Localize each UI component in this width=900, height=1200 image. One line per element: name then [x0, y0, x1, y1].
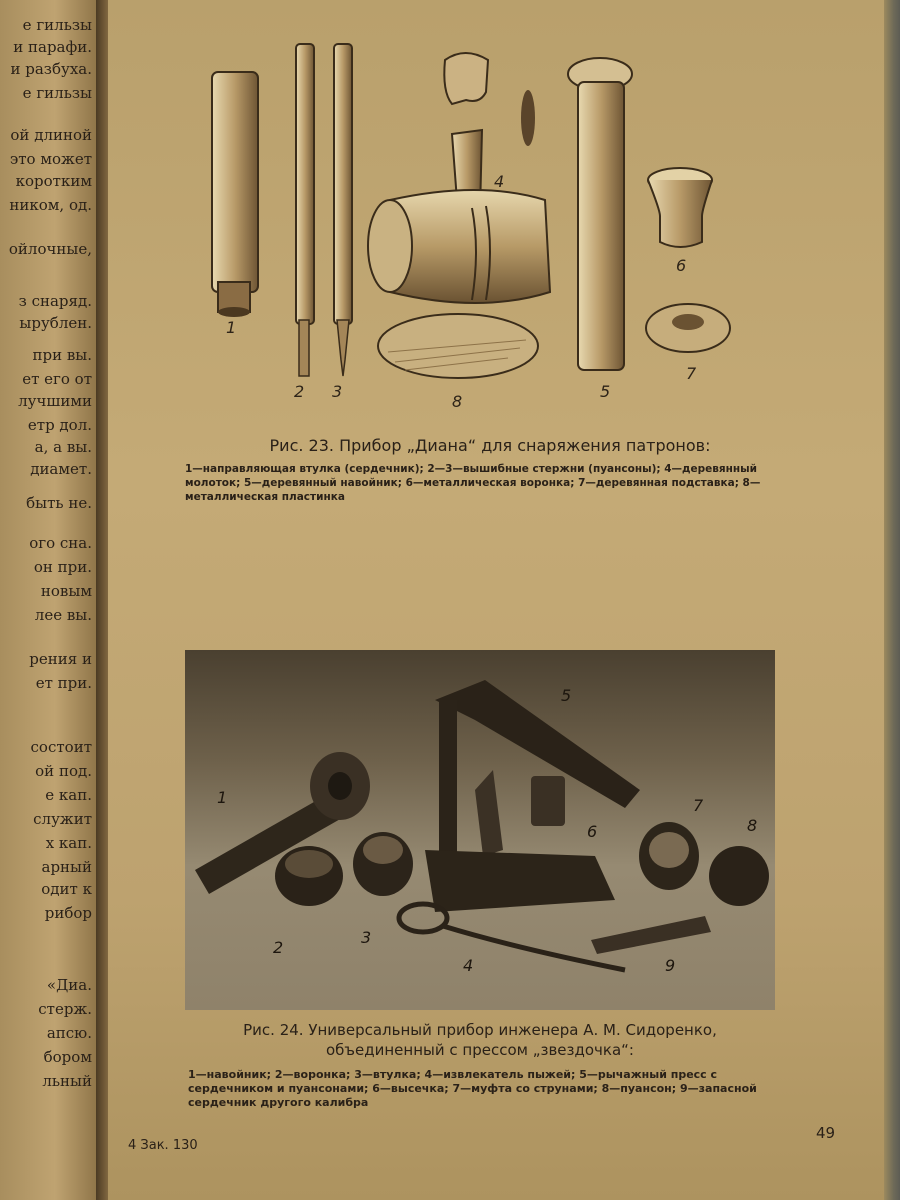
- item-plate: [378, 314, 538, 378]
- facing-page-line: рения и: [29, 650, 92, 668]
- facing-page-line: это может: [9, 150, 92, 168]
- item-rods: [296, 44, 352, 376]
- label-item-7: 7: [686, 364, 697, 383]
- photo-item-extractor: [399, 904, 625, 970]
- figure-24-caption-text: 1—навойник; 2—воронка; 3—втулка; 4—извлекатель пыжей; 5—рычажный пресс с сердечником и пуансонами; 6—высечка; 7—муфта со струнами; 8—пуансон; 9—запасной сердечник другого калибра: [188, 1068, 757, 1109]
- facing-page-line: лее вы.: [34, 606, 92, 624]
- facing-page-line: ет при.: [35, 674, 92, 692]
- facing-page-line: новым: [40, 582, 92, 600]
- facing-page: [0, 0, 100, 1200]
- facing-page-line: е гильзы: [22, 84, 92, 102]
- facing-page-line: апсю.: [46, 1024, 92, 1042]
- facing-page-line: диамет.: [30, 460, 92, 478]
- photo-label-8: 8: [747, 816, 758, 835]
- photo-label-3: 3: [361, 928, 372, 947]
- facing-page-line: ет его от: [22, 370, 92, 388]
- facing-page-line: ого сна.: [29, 534, 92, 552]
- facing-page-line: коротким: [15, 172, 92, 190]
- facing-page-line: быть не.: [26, 494, 92, 512]
- label-item-2: 2: [294, 382, 305, 401]
- photo-item-press: [425, 680, 640, 912]
- figure-24-caption-line-1: Рис. 24. Универсальный прибор инженера А. М. Сидоренко,: [243, 1021, 717, 1039]
- facing-page-line: лучшими: [18, 392, 92, 410]
- facing-page-line: з снаряд.: [18, 292, 92, 310]
- facing-page-line: ырублен.: [19, 314, 92, 332]
- facing-page-line: льный: [42, 1072, 92, 1090]
- photo-label-4: 4: [463, 956, 474, 975]
- photo-label-9: 9: [665, 956, 676, 975]
- facing-page-line: одит к: [41, 880, 92, 898]
- facing-page-line: он при.: [33, 558, 92, 576]
- facing-page-line: а, а вы.: [34, 438, 92, 456]
- item-funnel: [648, 168, 712, 247]
- label-item-5: 5: [600, 382, 611, 401]
- figure-23-illustration: [190, 30, 770, 420]
- figure-24-photo: [185, 650, 775, 1010]
- facing-page-line: ником, од.: [9, 196, 92, 214]
- facing-page-line: ойлочные,: [8, 240, 92, 258]
- facing-page-line: стерж.: [38, 1000, 92, 1018]
- label-item-3: 3: [332, 382, 343, 401]
- facing-page-line: рибор: [44, 904, 92, 922]
- facing-page-line: служит: [33, 810, 92, 828]
- facing-page-line: х кап.: [45, 834, 92, 852]
- item-mallet: [368, 53, 550, 303]
- book-edge: [884, 0, 900, 1200]
- facing-page-line: и разбуха.: [10, 60, 92, 78]
- facing-page-line: состоит: [30, 738, 92, 756]
- facing-page-line: и парафи.: [13, 38, 92, 56]
- item-base: [646, 304, 730, 352]
- photo-label-6: 6: [587, 822, 598, 841]
- figure-24-caption-line-2: объединенный с прессом „звездочка“:: [326, 1041, 634, 1059]
- label-item-8: 8: [452, 392, 463, 411]
- facing-page-line: етр дол.: [27, 416, 92, 434]
- facing-page-line: арный: [41, 858, 92, 876]
- item-sleeve: [212, 72, 258, 317]
- figure-23-drawing: [190, 30, 770, 420]
- facing-page-line: ой длиной: [10, 126, 92, 144]
- photo-label-5: 5: [561, 686, 572, 705]
- photo-item-spare-core: [591, 916, 711, 954]
- photo-label-7: 7: [693, 796, 704, 815]
- label-item-6: 6: [676, 256, 687, 275]
- label-item-1: 1: [226, 318, 237, 337]
- figure-24-caption-title: [185, 1020, 775, 1060]
- figure-23-caption-title: Рис. 23. Прибор „Диана“ для снаряжения патронов:: [269, 436, 711, 455]
- photo-label-2: 2: [273, 938, 284, 957]
- facing-page-line: ой под.: [35, 762, 92, 780]
- figure-23-caption-text: 1—направляющая втулка (сердечник); 2—3—вышибные стержни (пуансоны); 4—деревянный молоток; 5—деревянный навойник; 6—металлическая воронка; 7—деревянная подставка; 8—металлическая пластинка: [185, 463, 761, 503]
- facing-page-line: бором: [43, 1048, 92, 1066]
- printer-signature: 4 Зак. 130: [128, 1138, 198, 1153]
- facing-page-line: е гильзы: [22, 16, 92, 34]
- item-rammer: [568, 58, 632, 370]
- label-item-4: 4: [494, 172, 505, 191]
- facing-page-line: при вы.: [32, 346, 92, 364]
- facing-page-line: е кап.: [45, 786, 92, 804]
- photo-label-1: 1: [217, 788, 228, 807]
- facing-page-line: «Диа.: [46, 976, 92, 994]
- page-number: 49: [816, 1124, 836, 1142]
